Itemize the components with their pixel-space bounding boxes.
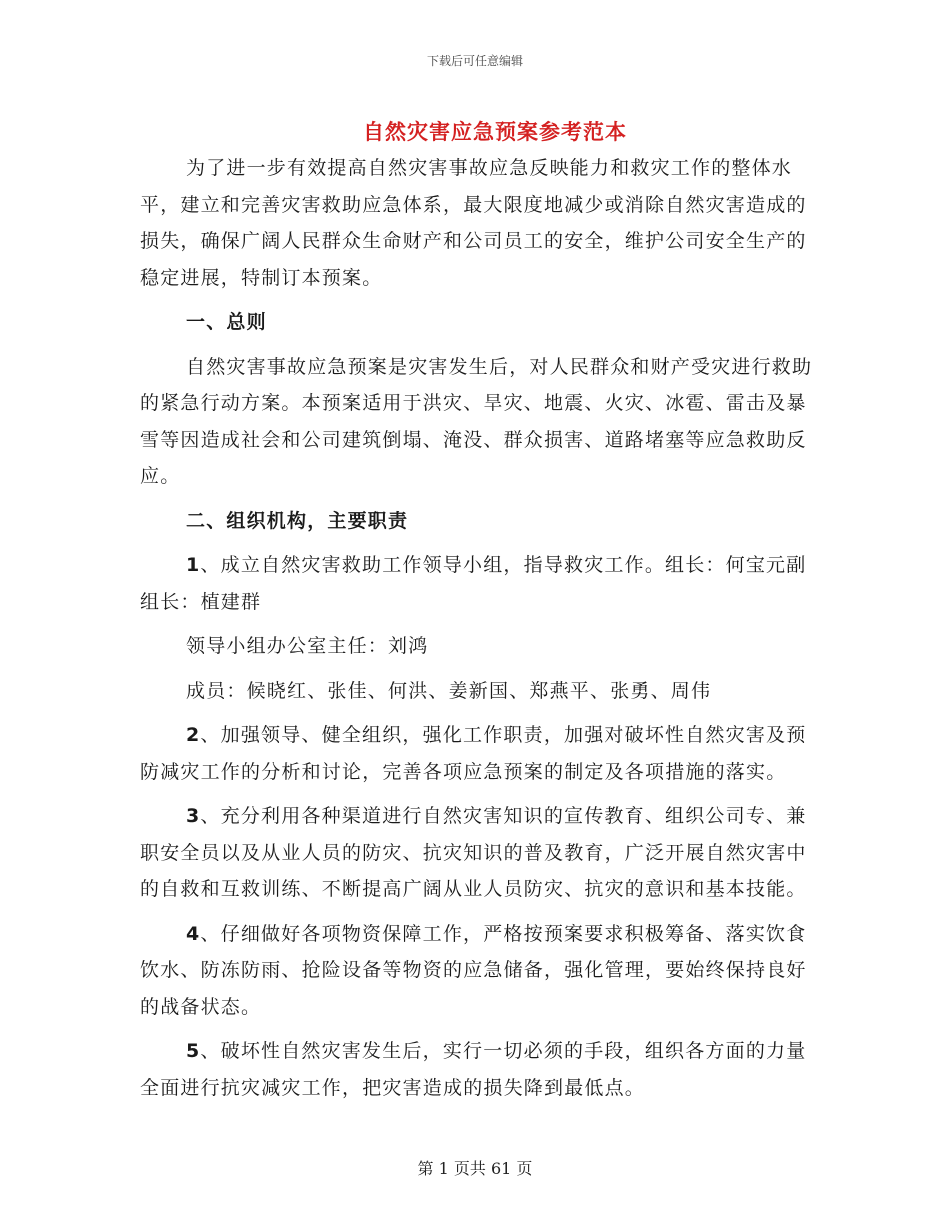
item-4-number: 4 bbox=[186, 922, 201, 945]
item-3-number: 3 bbox=[186, 805, 201, 827]
section-heading-general: 一、总则 bbox=[186, 311, 267, 333]
item-2-paragraph bbox=[140, 717, 820, 790]
item-1-text: 、成立自然灾害救助工作领导小组，指导救灾工作。组长：何宝元副组长：植建群 bbox=[140, 554, 807, 613]
document-title: 自然灾害应急预案参考范本 bbox=[363, 120, 627, 144]
item-5-text: 、破坏性自然灾害发生后，实行一切必须的手段，组织各方面的力量全面进行抗灾减灾工作，把灾害造成的损失降到最低点。 bbox=[140, 1040, 807, 1099]
item-5-paragraph bbox=[140, 1033, 820, 1106]
item-2-text: 、加强领导、健全组织，强化工作职责，加强对破坏性自然灾害及预防减灾工作的分析和讨论，完善各项应急预案的制定及各项措施的落实。 bbox=[140, 724, 807, 783]
header-note: 下载后可任意编辑 bbox=[426, 54, 523, 68]
page-number-footer: 第 1 页共 61 页 bbox=[417, 1159, 533, 1178]
item-4-paragraph bbox=[140, 916, 820, 1026]
general-paragraph: 自然灾害事故应急预案是灾害发生后，对人民群众和财产受灾进行救助的紧急行动方案。本预案适用于洪灾、旱灾、地震、火灾、冰雹、雷击及暴雪等因造成社会和公司建筑倒塌、淹没、群众损害、道路堵塞等应急救助反应。 bbox=[140, 355, 813, 487]
item-1-paragraph bbox=[140, 547, 820, 620]
item-5-number: 5 bbox=[186, 1040, 201, 1062]
item-4-text: 、仔细做好各项物资保障工作，严格按预案要求积极筹备、落实饮食饮水、防冻防雨、抢险设备等物资的应急储备，强化管理，要始终保持良好的战备状态。 bbox=[140, 922, 807, 1018]
document-body bbox=[140, 150, 820, 1106]
item-1-number: 1 bbox=[186, 554, 201, 576]
item-3-text: 、充分利用各种渠道进行自然灾害知识的宣传教育、组织公司专、兼职安全员以及从业人员的防灾、抗灾知识的普及教育，广泛开展自然灾害中的自救和互救训练、不断提高广阔从业人员防灾、抗灾的意识和基本技能。 bbox=[140, 805, 807, 900]
office-director-line: 领导小组办公室主任：刘鸿 bbox=[186, 635, 429, 657]
item-2-number: 2 bbox=[186, 724, 201, 746]
members-line: 成员：候晓红、张佳、何洪、姜新国、郑燕平、张勇、周伟 bbox=[186, 679, 712, 702]
intro-paragraph: 为了进一步有效提高自然灾害事故应急反映能力和救灾工作的整体水平，建立和完善灾害救助应急体系，最大限度地减少或消除自然灾害造成的损失，确保广阔人民群众生命财产和公司员工的安全，维护公司安全生产的稳定进展，特制订本预案。 bbox=[140, 157, 807, 289]
section-heading-organization: 二、组织机构，主要职责 bbox=[186, 509, 409, 532]
item-3-paragraph bbox=[140, 798, 820, 908]
